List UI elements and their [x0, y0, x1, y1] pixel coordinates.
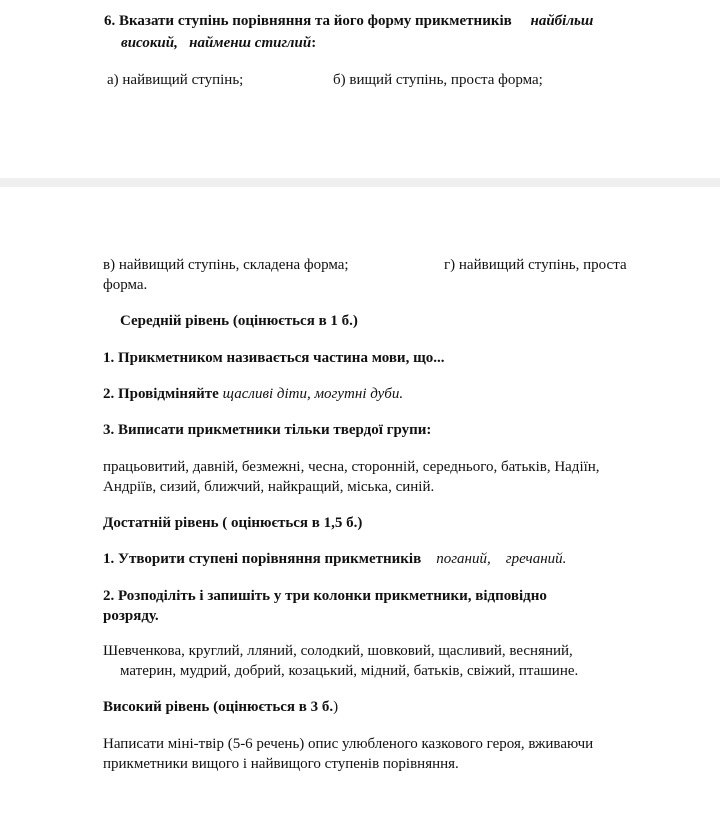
- medium-question-2: [103, 384, 403, 404]
- task-6-colon: :: [311, 35, 317, 51]
- task-6-prefix: 6. Вказати ступінь порівняння та його форму прикметників: [104, 13, 512, 29]
- sufficient-level-heading: Достатній рівень ( оцінюється в 1,5 б.): [103, 515, 363, 531]
- sufficient-question-1-word-1: поганий,: [436, 551, 491, 567]
- high-level-heading: [103, 697, 338, 717]
- medium-level-heading: Середній рівень (оцінюється в 1 б.): [120, 313, 358, 329]
- page-break: [0, 178, 720, 187]
- high-task-line-1: Написати міні-твір (5-6 речень) опис улюбленого казкового героя, вживаючи: [103, 736, 594, 752]
- medium-question-2-text: 2. Провідміняйте: [103, 386, 219, 402]
- sufficient-word-list-line-2: материн, мудрий, добрий, козацький, мідний, батьків, свіжий, пташине.: [120, 663, 579, 679]
- medium-question-2-words: щасливі діти, могутні дуби.: [222, 386, 404, 402]
- sufficient-question-2-continued: розряду.: [103, 608, 159, 624]
- sufficient-word-list-line-1: Шевченкова, круглий, лляний, солодкий, шовковий, щасливий, весняний,: [103, 643, 573, 659]
- high-level-heading-text: Високий рівень (оцінюється в 3 б.: [103, 699, 334, 715]
- medium-question-1: 1. Прикметником називається частина мови, що...: [103, 350, 445, 366]
- task-6-word-1: найбільш: [530, 13, 594, 29]
- sufficient-question-1-text: 1. Утворити ступені порівняння прикметників: [103, 551, 422, 567]
- task-6-title-line-2: [121, 33, 316, 53]
- option-a: а) найвищий ступінь;: [107, 72, 244, 88]
- high-level-heading-close: ): [333, 699, 339, 715]
- option-v: в) найвищий ступінь, складена форма;: [103, 257, 349, 273]
- sufficient-question-2: 2. Розподіліть і запишіть у три колонки прикметники, відповідно: [103, 588, 547, 604]
- sufficient-question-1-word-2: гречаний.: [505, 551, 567, 567]
- task-6-title: [104, 11, 593, 31]
- medium-question-3: 3. Виписати прикметники тільки твердої групи:: [103, 422, 432, 438]
- medium-word-list-line-2: Андріїв, сизий, ближчий, найкращий, міська, синій.: [103, 479, 435, 495]
- high-task-line-2: прикметники вищого і найвищого ступенів порівняння.: [103, 756, 459, 772]
- task-6-word-3: найменш стиглий: [189, 35, 312, 51]
- option-g: г) найвищий ступінь, проста: [444, 257, 627, 273]
- sufficient-question-1: [103, 549, 566, 569]
- option-b: б) вищий ступінь, проста форма;: [333, 72, 543, 88]
- medium-word-list-line-1: працьовитий, давній, безмежні, чесна, сторонній, середнього, батьків, Надіїн,: [103, 459, 600, 475]
- option-g-continued: форма.: [103, 277, 148, 293]
- task-6-word-2: високий,: [121, 35, 178, 51]
